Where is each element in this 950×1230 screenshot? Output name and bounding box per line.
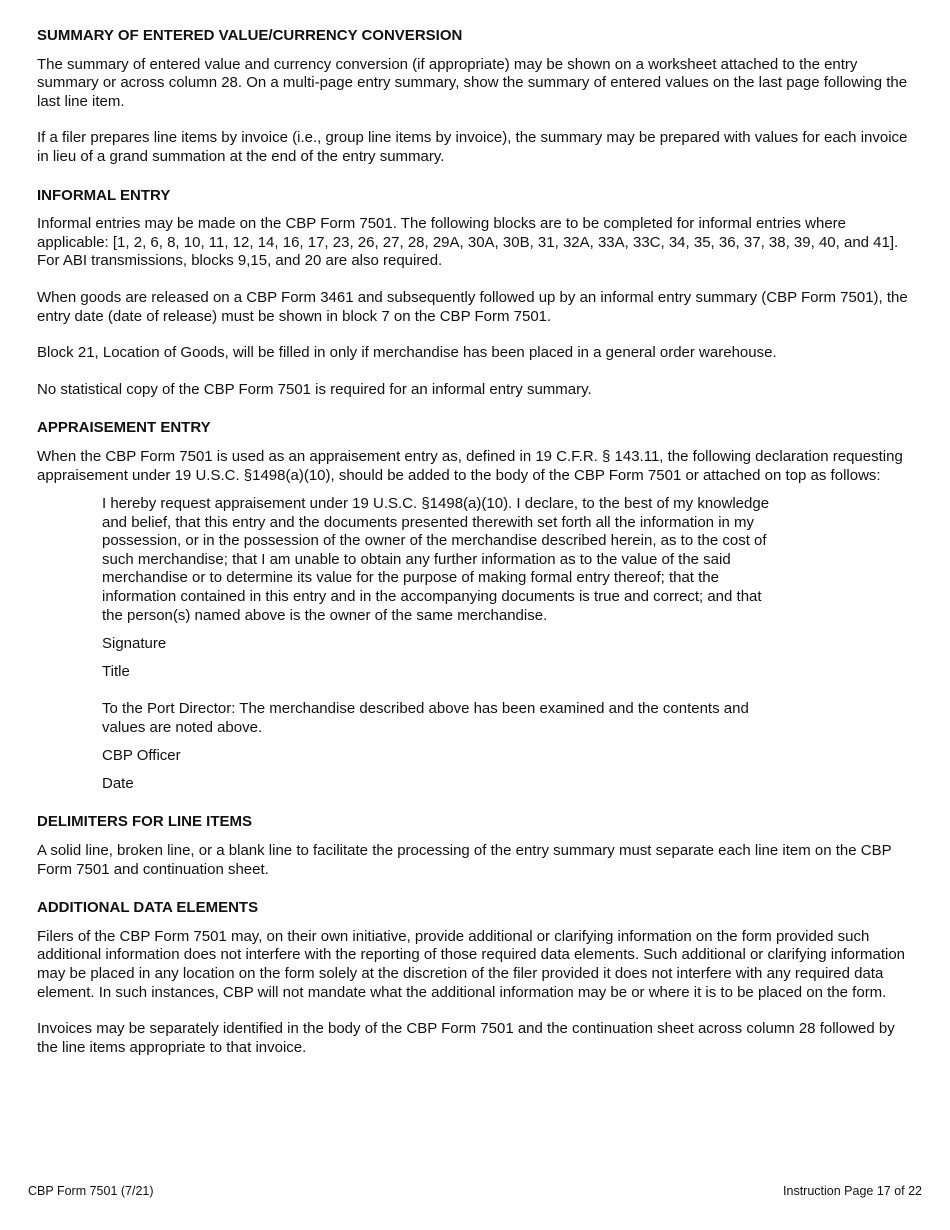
paragraph: Invoices may be separately identified in the body of the CBP Form 7501 and the continuation sheet across column 28 followed by the line items appropriate to that invoice. bbox=[37, 1020, 895, 1056]
declaration-block bbox=[102, 495, 782, 625]
title-label: Title bbox=[102, 663, 130, 681]
section-delimiters bbox=[37, 813, 913, 879]
section-informal-entry bbox=[37, 187, 913, 400]
paragraph: The summary of entered value and currency conversion (if appropriate) may be shown on a worksheet attached to the entry summary or across column 28. On a multi-page entry summary, show the summary of entered values on the last page following the last line item. bbox=[37, 55, 908, 110]
section-heading-delimiters: DELIMITERS FOR LINE ITEMS bbox=[37, 813, 253, 831]
section-appraisement-entry bbox=[37, 419, 913, 793]
section-heading-informal-entry: INFORMAL ENTRY bbox=[37, 186, 171, 204]
section-heading-summary: SUMMARY OF ENTERED VALUE/CURRENCY CONVERSION bbox=[37, 27, 463, 44]
declaration-text: I hereby request appraisement under 19 U.S.C. §1498(a)(10). I declare, to the best of my knowledge and belief, that this entry and the documents presented therewith set forth all the information in my possession, or in the possession of the owner of the merchandise described herein, as to the cost of such merchandise; that I am unable to obtain any further information as to the value of the said merchandise or to determine its value for the purpose of making formal entry thereof; that the information contained in this entry and in the accompanying documents is true and correct; and that the person(s) named above is the owner of the same merchandise. bbox=[102, 495, 770, 624]
paragraph: When goods are released on a CBP Form 3461 and subsequently followed up by an informal entry summary (CBP Form 7501), the entry date (date of release) must be shown in block 7 on the CBP Form 7501. bbox=[37, 288, 908, 325]
document-page bbox=[37, 27, 913, 1077]
paragraph: If a filer prepares line items by invoice (i.e., group line items by invoice), the summary may be prepared with values for each invoice in lieu of a grand summation at the end of the entry summary. bbox=[37, 129, 908, 165]
paragraph: Filers of the CBP Form 7501 may, on their own initiative, provide additional or clarifying information on the form provided such additional information does not interfere with the reporting of those required data elements. Such additional or clarifying information may be placed in any location on the form solely at the discretion of the filer provided it does not interfere with any required data element. In such instances, CBP will not mandate what the additional information may be or where it is to be placed on the form. bbox=[37, 927, 906, 1001]
footer-page-number: Instruction Page 17 of 22 bbox=[783, 1184, 922, 1198]
paragraph: When the CBP Form 7501 is used as an appraisement entry as, defined in 19 C.F.R. § 143.11, the following declaration requesting appraisement under 19 U.S.C. §1498(a)(10), should be added to the body of the CBP Form 7501 or attached on top as follows: bbox=[37, 447, 903, 484]
section-additional-data bbox=[37, 899, 913, 1057]
cbp-officer-label: CBP Officer bbox=[102, 747, 181, 765]
date-label: Date bbox=[102, 775, 134, 793]
paragraph: No statistical copy of the CBP Form 7501 is required for an informal entry summary. bbox=[37, 380, 592, 398]
section-heading-appraisement-entry: APPRAISEMENT ENTRY bbox=[37, 419, 211, 437]
section-heading-additional-data: ADDITIONAL DATA ELEMENTS bbox=[37, 899, 259, 917]
port-director-note: To the Port Director: The merchandise described above has been examined and the contents and values are noted above. bbox=[102, 700, 749, 736]
signature-label: Signature bbox=[102, 635, 167, 653]
section-summary bbox=[37, 27, 913, 167]
paragraph: Block 21, Location of Goods, will be filled in only if merchandise has been placed in a general order warehouse. bbox=[37, 344, 777, 362]
paragraph: Informal entries may be made on the CBP Form 7501. The following blocks are to be completed for informal entries where applicable: [1, 2, 6, 8, 10, 11, 12, 14, 16, 17, 23, 26, 27, 28, 29A, 30A, 30B, 31, 32A, 33A, 33C, 34, 35, 36, 37, 38, 39, 40, and 41]. For ABI transmissions, blocks 9,15, and 20 are also required. bbox=[37, 215, 899, 270]
footer-form-id: CBP Form 7501 (7/21) bbox=[28, 1184, 154, 1198]
paragraph: A solid line, broken line, or a blank line to facilitate the processing of the entry summary must separate each line item on the CBP Form 7501 and continuation sheet. bbox=[37, 842, 892, 878]
